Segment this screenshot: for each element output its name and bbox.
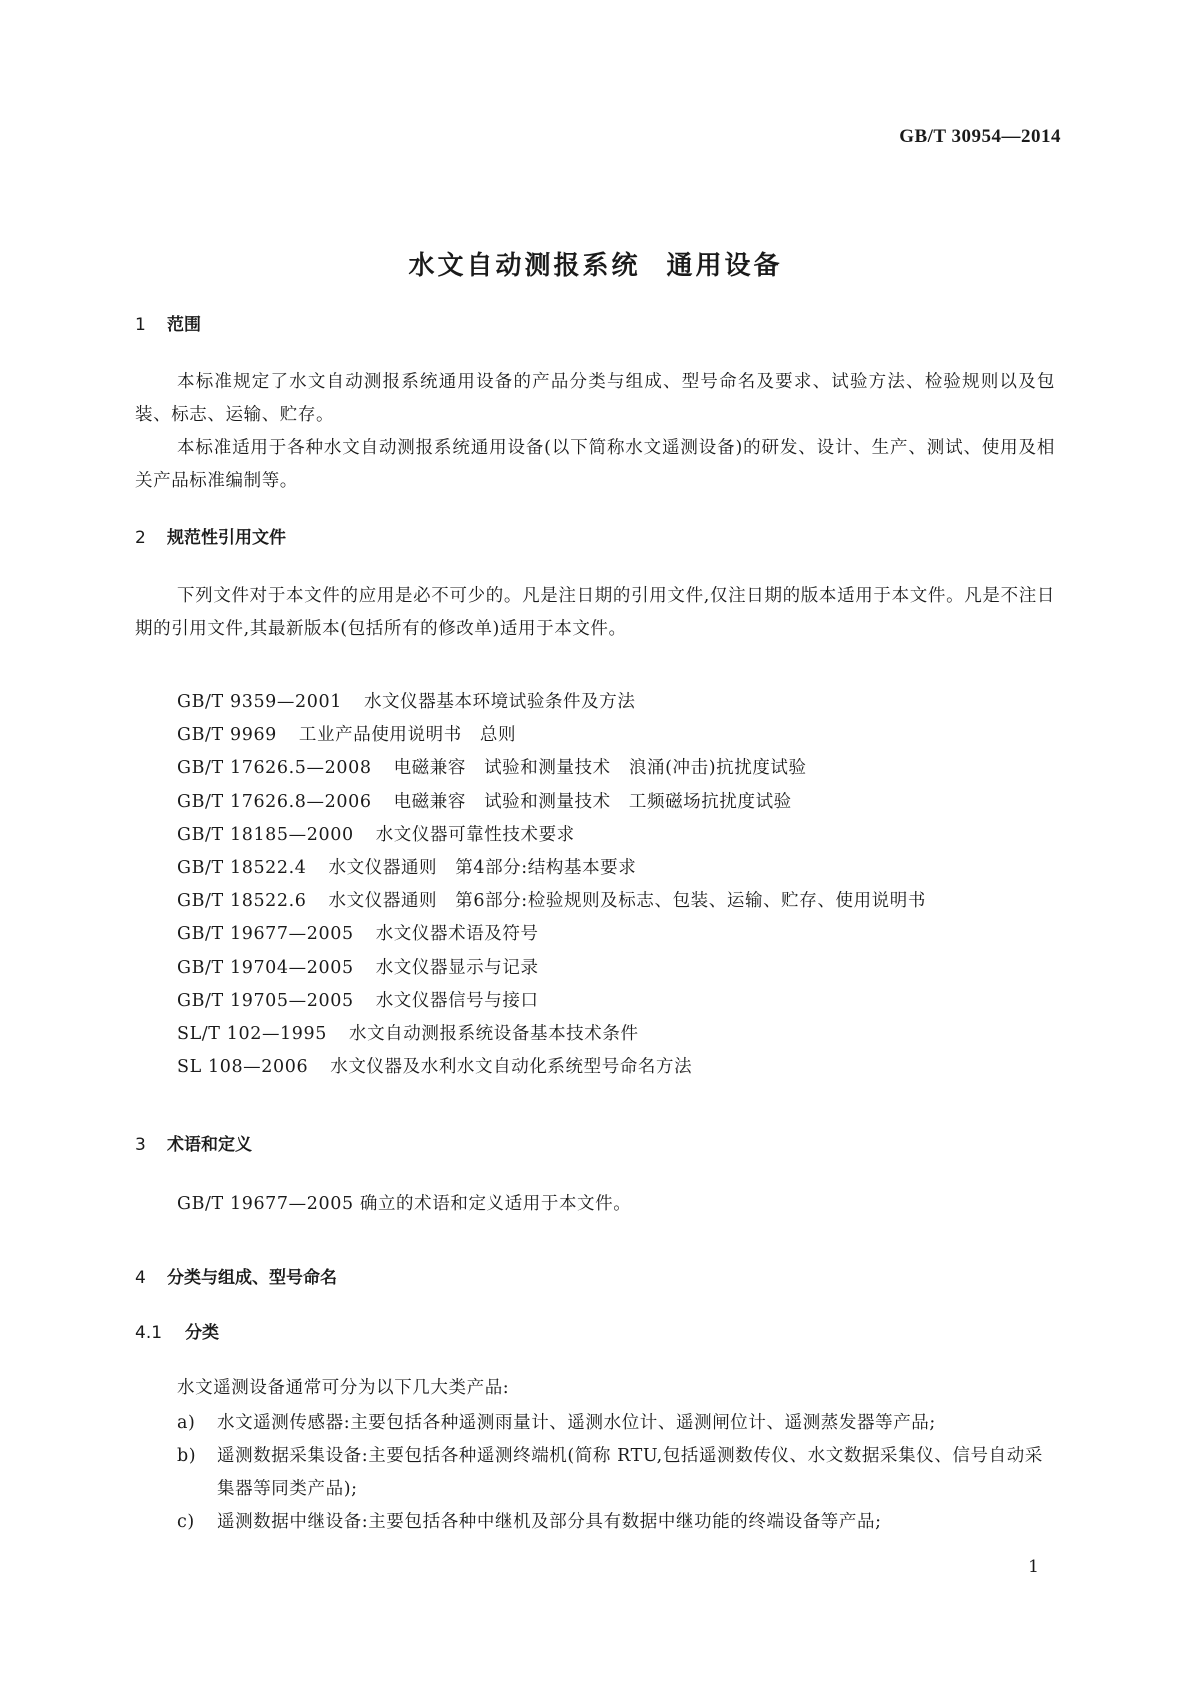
reference-code: GB/T 9969: [177, 725, 277, 746]
reference-code: GB/T 17626.8—2006: [177, 791, 372, 812]
list-marker: a): [177, 1413, 196, 1433]
section-4-number: 4: [135, 1268, 146, 1288]
reference-code: GB/T 19704—2005: [177, 957, 354, 978]
reference-title: 电磁兼容 试验和测量技术 工频磁场抗扰度试验: [393, 791, 792, 812]
reference-title: 水文仪器显示与记录: [375, 957, 539, 978]
list-marker: b): [177, 1446, 197, 1466]
document-title: [0, 245, 1191, 282]
section-3-title: 术语和定义: [167, 1135, 252, 1155]
reference-item: [177, 752, 926, 785]
reference-item: [177, 686, 926, 719]
section-4-1-intro: 水文遥测设备通常可分为以下几大类产品:: [177, 1378, 510, 1398]
section-1-paragraph-1: 本标准规定了水文自动测报系统通用设备的产品分类与组成、型号命名及要求、试验方法、检验规则以及包装、标志、运输、贮存。: [135, 372, 1055, 425]
classification-item: [177, 1506, 1057, 1539]
reference-title: 水文仪器基本环境试验条件及方法: [363, 692, 636, 712]
classification-text: 遥测数据中继设备:主要包括各种中继机及部分具有数据中继功能的终端设备等产品;: [217, 1512, 882, 1532]
section-4-heading: [135, 1263, 337, 1288]
section-4-1-title: 分类: [185, 1323, 219, 1343]
reference-title: 水文仪器及水利水文自动化系统型号命名方法: [330, 1057, 693, 1078]
title-part-2: 通用设备: [666, 251, 783, 282]
section-1-heading: [135, 310, 201, 335]
section-3-text: GB/T 19677—2005 确立的术语和定义适用于本文件。: [177, 1194, 632, 1214]
reference-title: 水文仪器可靠性技术要求: [375, 824, 575, 845]
reference-code: GB/T 19677—2005: [177, 924, 354, 945]
title-part-1: 水文自动测报系统: [408, 251, 641, 282]
section-2-heading: [135, 523, 286, 548]
normative-reference-list: [177, 686, 926, 1084]
section-1-title: 范围: [167, 315, 201, 335]
reference-item: [177, 985, 926, 1018]
reference-code: SL 108—2006: [177, 1057, 309, 1078]
section-1-number: 1: [135, 315, 146, 335]
classification-text: 遥测数据采集设备:主要包括各种遥测终端机(简称 RTU,包括遥测数传仪、水文数据采集仪、信号自动采集器等同类产品);: [217, 1446, 1043, 1499]
section-4-1-number: 4.1: [135, 1323, 163, 1343]
classification-list: [177, 1407, 1057, 1539]
reference-item: [177, 1018, 926, 1051]
reference-item: [177, 885, 926, 918]
list-marker: c): [177, 1512, 195, 1532]
reference-title: 工业产品使用说明书 总则: [298, 725, 517, 746]
reference-item: [177, 952, 926, 985]
reference-item: [177, 819, 926, 852]
reference-code: SL/T 102—1995: [177, 1024, 327, 1045]
reference-code: GB/T 17626.5—2008: [177, 758, 372, 779]
reference-code: GB/T 9359—2001: [177, 692, 342, 712]
reference-code: GB/T 18522.6: [177, 891, 307, 912]
reference-item: [177, 786, 926, 819]
section-4-title: 分类与组成、型号命名: [167, 1268, 337, 1288]
page-number: 1: [1028, 1557, 1039, 1577]
section-3-heading: [135, 1130, 252, 1155]
reference-title: 电磁兼容 试验和测量技术 浪涌(冲击)抗扰度试验: [393, 758, 807, 779]
reference-code: GB/T 19705—2005: [177, 990, 354, 1011]
section-4-1-heading: [135, 1318, 219, 1343]
reference-code: GB/T 18185—2000: [177, 824, 354, 845]
reference-item: [177, 918, 926, 951]
section-2-number: 2: [135, 528, 146, 548]
section-3-number: 3: [135, 1135, 146, 1155]
section-2-intro: 下列文件对于本文件的应用是必不可少的。凡是注日期的引用文件,仅注日期的版本适用于本文件。凡是不注日期的引用文件,其最新版本(包括所有的修改单)适用于本文件。: [135, 586, 1055, 639]
reference-title: 水文仪器术语及符号: [375, 924, 539, 945]
standard-number: GB/T 30954—2014: [899, 126, 1061, 147]
classification-text: 水文遥测传感器:主要包括各种遥测雨量计、遥测水位计、遥测闸位计、遥测蒸发器等产品;: [217, 1413, 936, 1433]
reference-code: GB/T 18522.4: [177, 858, 307, 879]
reference-item: [177, 1051, 926, 1084]
reference-title: 水文仪器通则 第6部分:检验规则及标志、包装、运输、贮存、使用说明书: [328, 891, 926, 912]
reference-title: 水文仪器信号与接口: [375, 990, 539, 1011]
reference-title: 水文自动测报系统设备基本技术条件: [348, 1024, 639, 1045]
reference-item: [177, 852, 926, 885]
classification-item: [177, 1407, 1057, 1440]
section-2-title: 规范性引用文件: [167, 528, 286, 548]
section-1-paragraph-2: 本标准适用于各种水文自动测报系统通用设备(以下简称水文遥测设备)的研发、设计、生产、测试、使用及相关产品标准编制等。: [135, 438, 1055, 491]
reference-item: [177, 719, 926, 752]
reference-title: 水文仪器通则 第4部分:结构基本要求: [328, 858, 637, 879]
classification-item: [177, 1440, 1057, 1506]
